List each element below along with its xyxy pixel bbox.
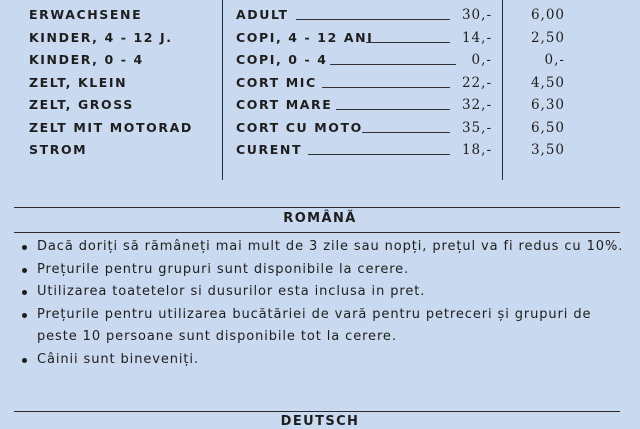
price-row bbox=[236, 49, 494, 72]
column-divider bbox=[502, 0, 503, 180]
dotted-leader bbox=[296, 19, 450, 20]
dotted-leader bbox=[362, 132, 450, 133]
price-eur: 3,50 bbox=[530, 142, 565, 158]
price-lei: 18,- bbox=[461, 142, 492, 158]
label-de: KINDER, 0 - 4 bbox=[29, 52, 144, 67]
price-row bbox=[236, 139, 494, 162]
label-ro: COPI, 4 - 12 ANI bbox=[236, 29, 374, 45]
price-lei: 30,- bbox=[461, 7, 492, 23]
label-ro: CURENT bbox=[236, 142, 303, 157]
label-ro: CORT MARE bbox=[236, 97, 333, 112]
label-de: STROM bbox=[29, 142, 88, 157]
price-lei: 35,- bbox=[461, 119, 492, 136]
label-de: ZELT MIT MOTORAD bbox=[29, 119, 193, 135]
price-eur-column bbox=[505, 4, 565, 162]
list-item: Dacă doriți să rămâneți mai mult de 3 zile sau nopți, prețul va fi redus cu 10%. bbox=[20, 236, 625, 259]
dotted-leader bbox=[308, 154, 450, 155]
label-de: ZELT, GROSS bbox=[29, 97, 134, 112]
price-lei: 22,- bbox=[461, 74, 492, 91]
dotted-leader bbox=[322, 87, 450, 88]
dotted-leader bbox=[366, 42, 450, 43]
price-labels-german bbox=[29, 4, 193, 162]
price-lei: 0,- bbox=[471, 52, 492, 68]
price-eur: 6,50 bbox=[530, 119, 565, 136]
dotted-leader bbox=[330, 64, 456, 65]
price-lei: 32,- bbox=[461, 97, 492, 113]
label-ro: CORT MIC bbox=[236, 74, 317, 90]
section-title-deutsch: DEUTSCH bbox=[280, 414, 360, 429]
price-labels-romanian bbox=[236, 4, 494, 162]
list-item: Prețurile pentru utilizarea bucătăriei de vară pentru petreceri și grupuri de peste 10 persoane sunt disponibile tot la cerere. bbox=[20, 304, 625, 349]
price-eur: 4,50 bbox=[530, 74, 565, 91]
dotted-leader bbox=[336, 109, 450, 110]
price-eur: 0,- bbox=[544, 52, 565, 68]
price-row bbox=[236, 117, 494, 140]
label-ro: COPI, 0 - 4 bbox=[236, 52, 328, 67]
section-divider bbox=[14, 411, 620, 412]
list-item: Câinii sunt bineveniți. bbox=[20, 349, 625, 372]
section-title-romana: ROMÂNĂ bbox=[283, 211, 357, 226]
price-eur: 6,00 bbox=[530, 7, 565, 23]
column-divider bbox=[222, 0, 223, 180]
price-eur: 2,50 bbox=[530, 29, 565, 46]
price-eur: 6,30 bbox=[530, 97, 565, 113]
label-de: ERWACHSENE bbox=[29, 7, 143, 22]
label-de: ZELT, KLEIN bbox=[29, 74, 128, 90]
section-divider bbox=[14, 207, 620, 208]
price-row bbox=[236, 4, 494, 27]
label-ro: CORT CU MOTO bbox=[236, 119, 363, 135]
list-item: Utilizarea toatetelor si dusurilor esta inclusa in pret. bbox=[20, 281, 625, 304]
label-ro: ADULT bbox=[236, 7, 289, 22]
romana-info-list bbox=[20, 236, 625, 371]
list-item: Prețurile pentru grupuri sunt disponibile la cerere. bbox=[20, 259, 625, 282]
label-de: KINDER, 4 - 12 J. bbox=[29, 29, 173, 45]
price-row bbox=[236, 94, 494, 117]
price-row bbox=[236, 72, 494, 95]
price-lei: 14,- bbox=[461, 29, 492, 46]
section-divider bbox=[14, 232, 620, 233]
price-row bbox=[236, 27, 494, 50]
